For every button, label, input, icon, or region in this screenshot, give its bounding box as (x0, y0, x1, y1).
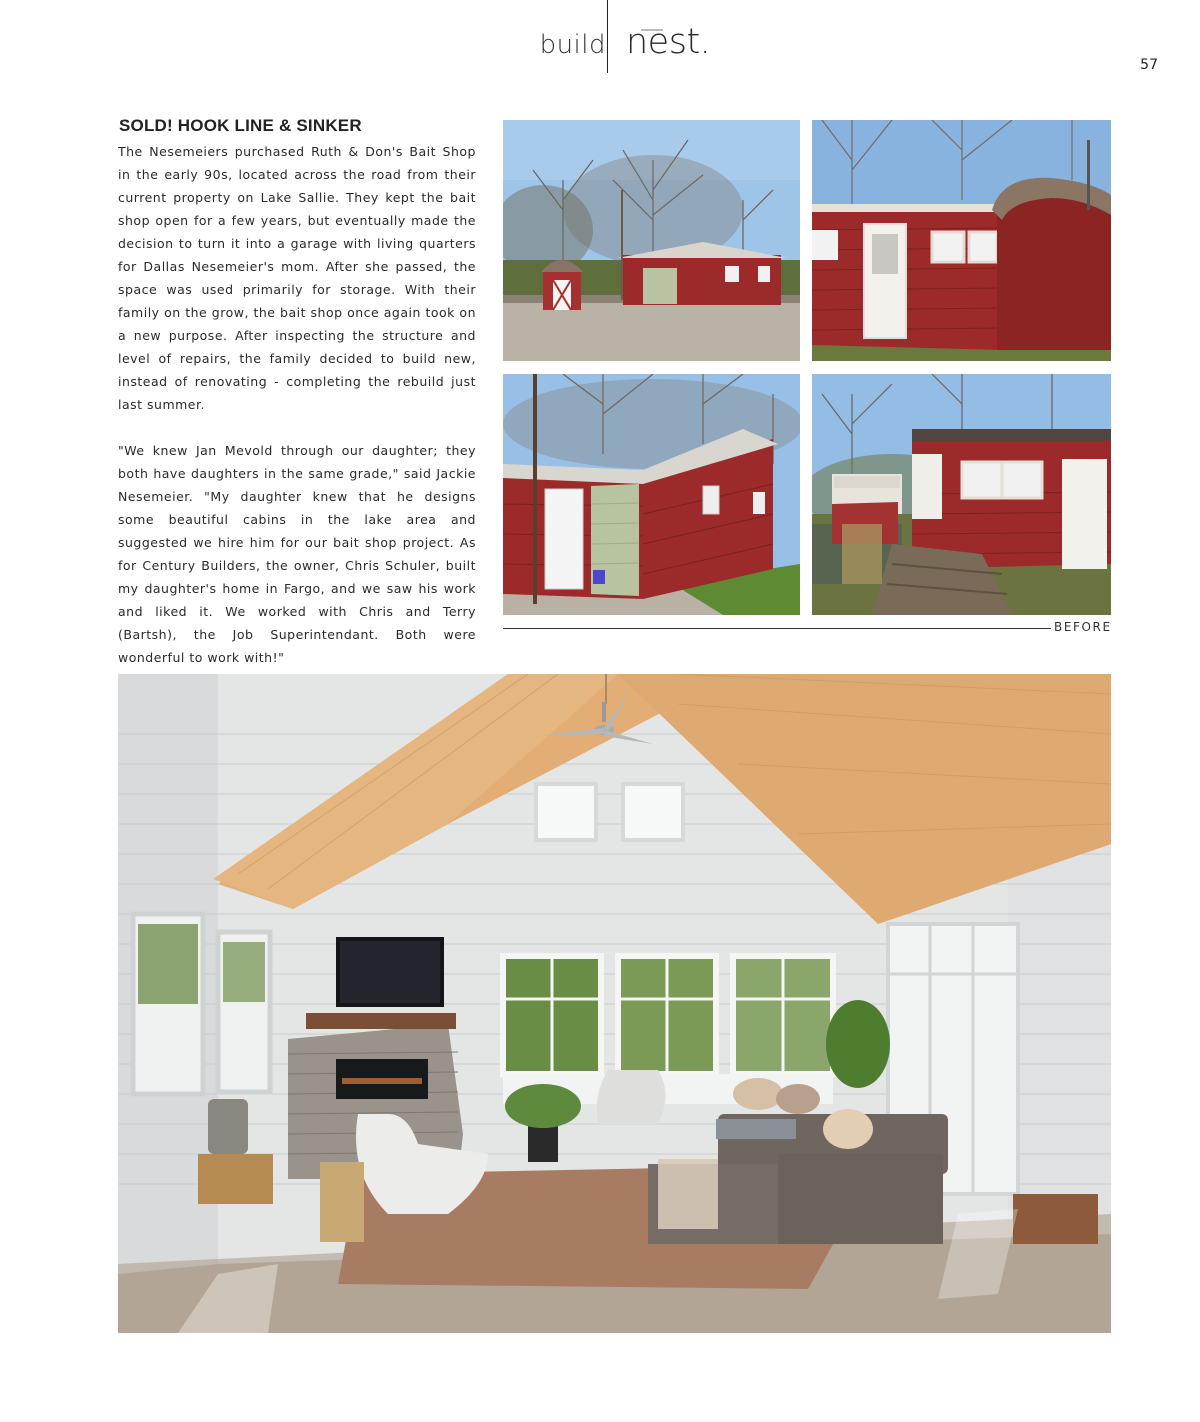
article-paragraph: "We knew Jan Mevold through our daughter; they both have daughters in the same grade," said Jackie Nesemeier. "My daughter knew that he designs some beautiful cabins in the lake area and suggested we hire him for our bait shop project. As for Century Builders, the owner, Chris Schuler, built my daughter's home in Fargo, and we saw his work and liked it. We worked with Chris and Terry (Bartsh), the Job Superintendant. Both were wonderful to work with!" (118, 443, 476, 665)
article-title: SOLD! HOOK LINE & SINKER (119, 116, 362, 135)
before-photo-lakeside (812, 374, 1111, 615)
before-caption: BEFORE (1054, 620, 1112, 634)
header-divider (607, 0, 608, 73)
before-photo-shop-road (503, 120, 800, 361)
before-photo-garage-side (503, 374, 800, 615)
before-photo-door-closeup (812, 120, 1111, 361)
page-number: 57 (1140, 57, 1158, 73)
before-caption-rule (503, 628, 1051, 629)
article-paragraph: The Nesemeiers purchased Ruth & Don's Bait Shop in the early 90s, located across the road from their current property on Lake Sallie. They kept the bait shop open for a few years, but eventually made the decision to turn it into a garage with living quarters for Dallas Nesemeier's mom. After she passed, the space was used primarily for storage. With their family on the grow, the bait shop once again took on a new purpose. After inspecting the structure and level of repairs, the family decided to build new, instead of renovating - completing the rebuild just last summer. (118, 144, 476, 412)
article (118, 116, 476, 669)
section-label: build (539, 30, 606, 60)
magazine-logo: nest. (626, 22, 711, 62)
after-photo-great-room (118, 674, 1111, 1333)
